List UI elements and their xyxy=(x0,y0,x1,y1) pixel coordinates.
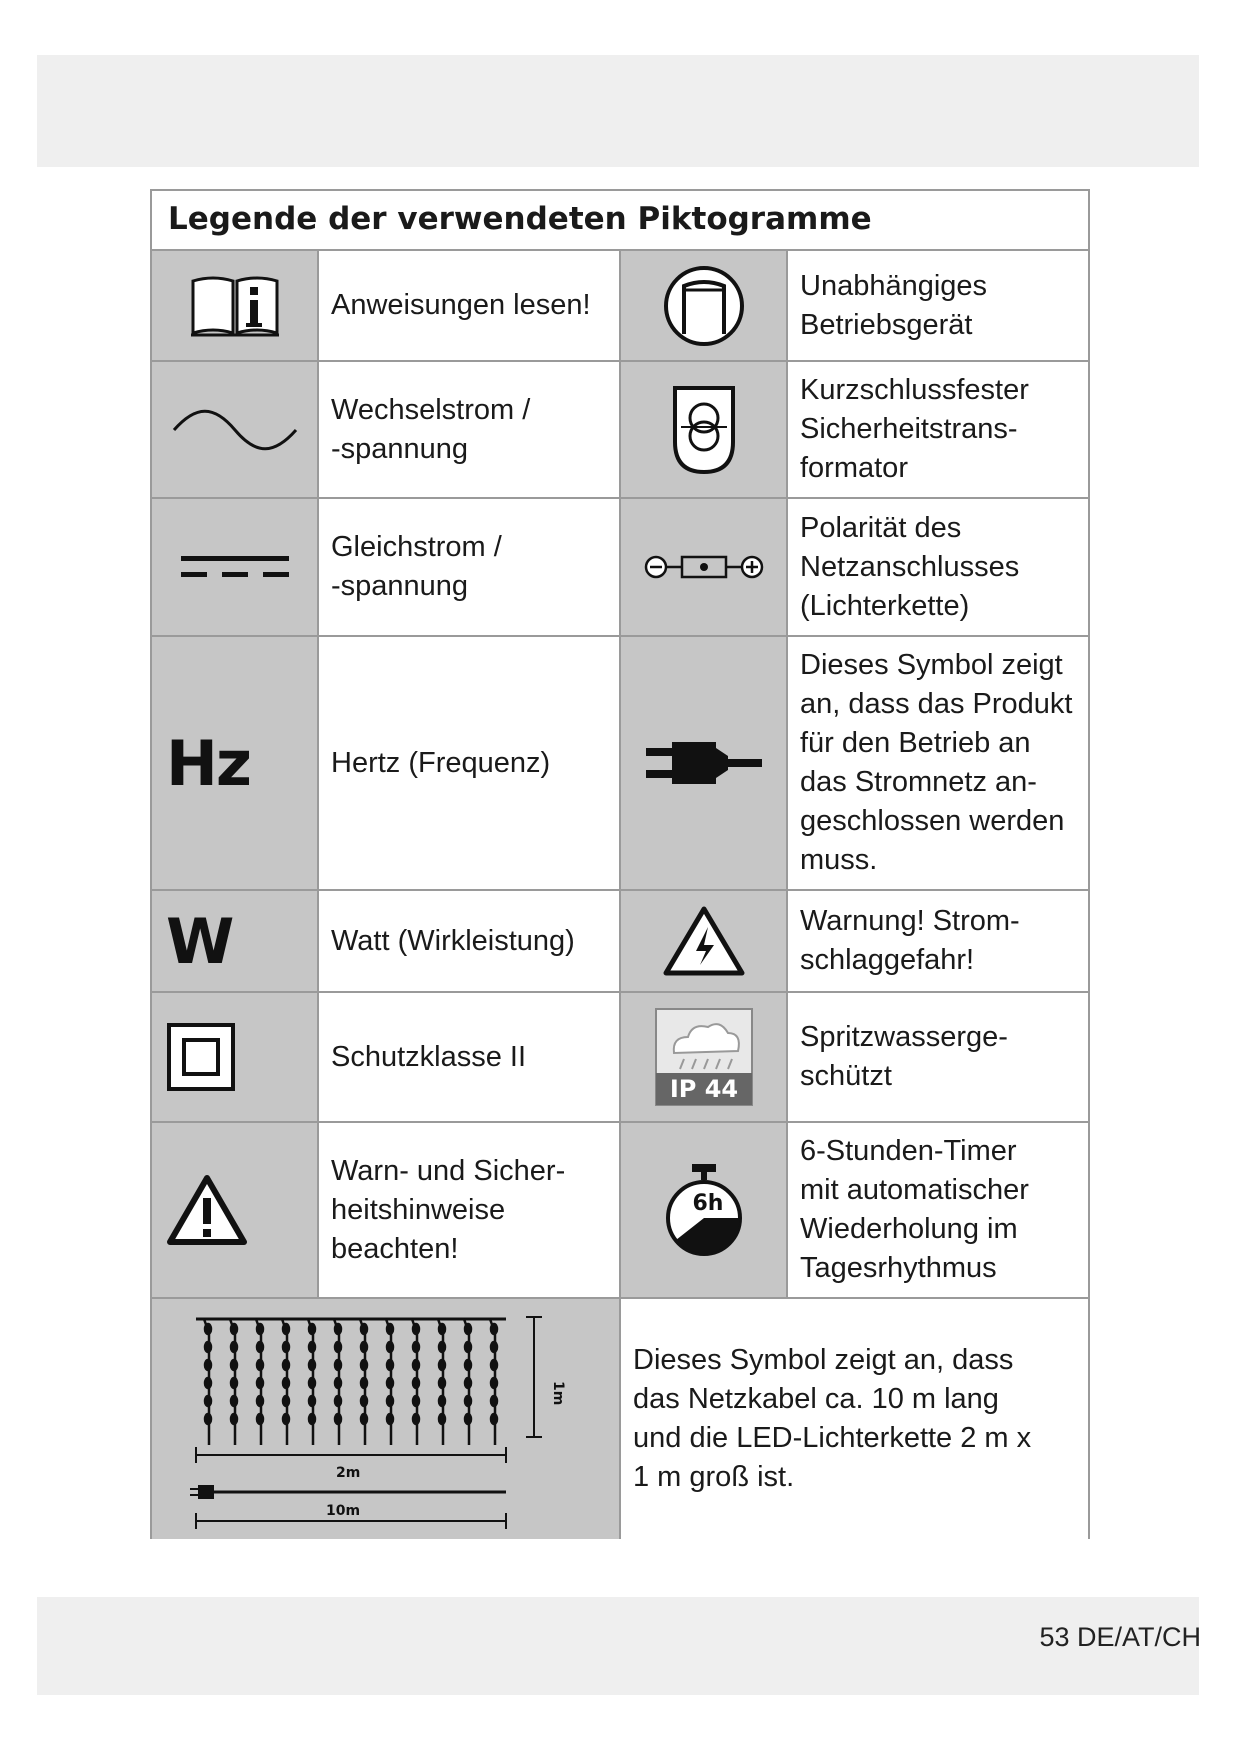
pictogram-legend-table xyxy=(150,189,1090,1539)
legend-label-protection-class: Schutzklasse II xyxy=(319,993,621,1123)
alternating-current-icon xyxy=(152,362,319,499)
legend-label-watt: Watt (Wirkleistung) xyxy=(319,891,621,993)
legend-label-safety-transformer: Kurzschlussfester Sicherheitstrans- formator xyxy=(788,362,1090,499)
timer-6h-icon xyxy=(621,1123,788,1299)
legend-label-electric-shock: Warnung! Strom- schlaggefahr! xyxy=(788,891,1090,993)
header-band xyxy=(37,55,1199,167)
legend-label-independent-device: Unabhängiges Betriebsgerät xyxy=(788,251,1090,362)
svg-text:1m: 1m xyxy=(549,1381,566,1406)
legend-label-dimensions: Dieses Symbol zeigt an, dass das Netzkabel ca. 10 m lang und die LED-Lichterkette 2 m x 1 m groß ist. xyxy=(621,1299,1090,1539)
legend-label-hertz: Hertz (Frequenz) xyxy=(319,637,621,891)
legend-label-timer: 6-Stunden-Timer mit automatischer Wiederholung im Tagesrhythmus xyxy=(788,1123,1090,1299)
svg-text:2m: 2m xyxy=(335,1465,360,1481)
legend-title: Legende der verwendeten Piktogramme xyxy=(152,191,1088,251)
svg-text:6h: 6h xyxy=(692,1191,723,1216)
warning-icon xyxy=(152,1123,319,1299)
safety-transformer-icon xyxy=(621,362,788,499)
electric-shock-icon xyxy=(621,891,788,993)
light-curtain-dimensions-icon xyxy=(152,1299,621,1539)
legend-label-polarity: Polarität des Netzanschlusses (Lichterkette) xyxy=(788,499,1090,637)
svg-text:IP 44: IP 44 xyxy=(669,1075,738,1103)
independent-device-icon xyxy=(621,251,788,362)
legend-label-direct-current: Gleichstrom / -spannung xyxy=(319,499,621,637)
legend-label-ip44: Spritzwasserge- schützt xyxy=(788,993,1090,1123)
ip44-icon xyxy=(621,993,788,1123)
svg-text:10m: 10m xyxy=(325,1503,360,1519)
legend-label-warning: Warn- und Sicher- heitshinweise beachten! xyxy=(319,1123,621,1299)
direct-current-icon xyxy=(152,499,319,637)
hertz-icon: Hz xyxy=(152,637,319,891)
watt-icon: W xyxy=(152,891,319,993)
legend-label-alternating-current: Wechselstrom / -spannung xyxy=(319,362,621,499)
legend-label-plug: Dieses Symbol zeigt an, dass das Produkt für den Betrieb an das Stromnetz an- geschlossen werden muss. xyxy=(788,637,1090,891)
page-number: 53 DE/AT/CH xyxy=(1039,1622,1201,1652)
protection-class-2-icon xyxy=(152,993,319,1123)
plug-icon xyxy=(621,637,788,891)
legend-label-read-instructions: Anweisungen lesen! xyxy=(319,251,621,362)
polarity-icon xyxy=(621,499,788,637)
read-instructions-icon xyxy=(152,251,319,362)
